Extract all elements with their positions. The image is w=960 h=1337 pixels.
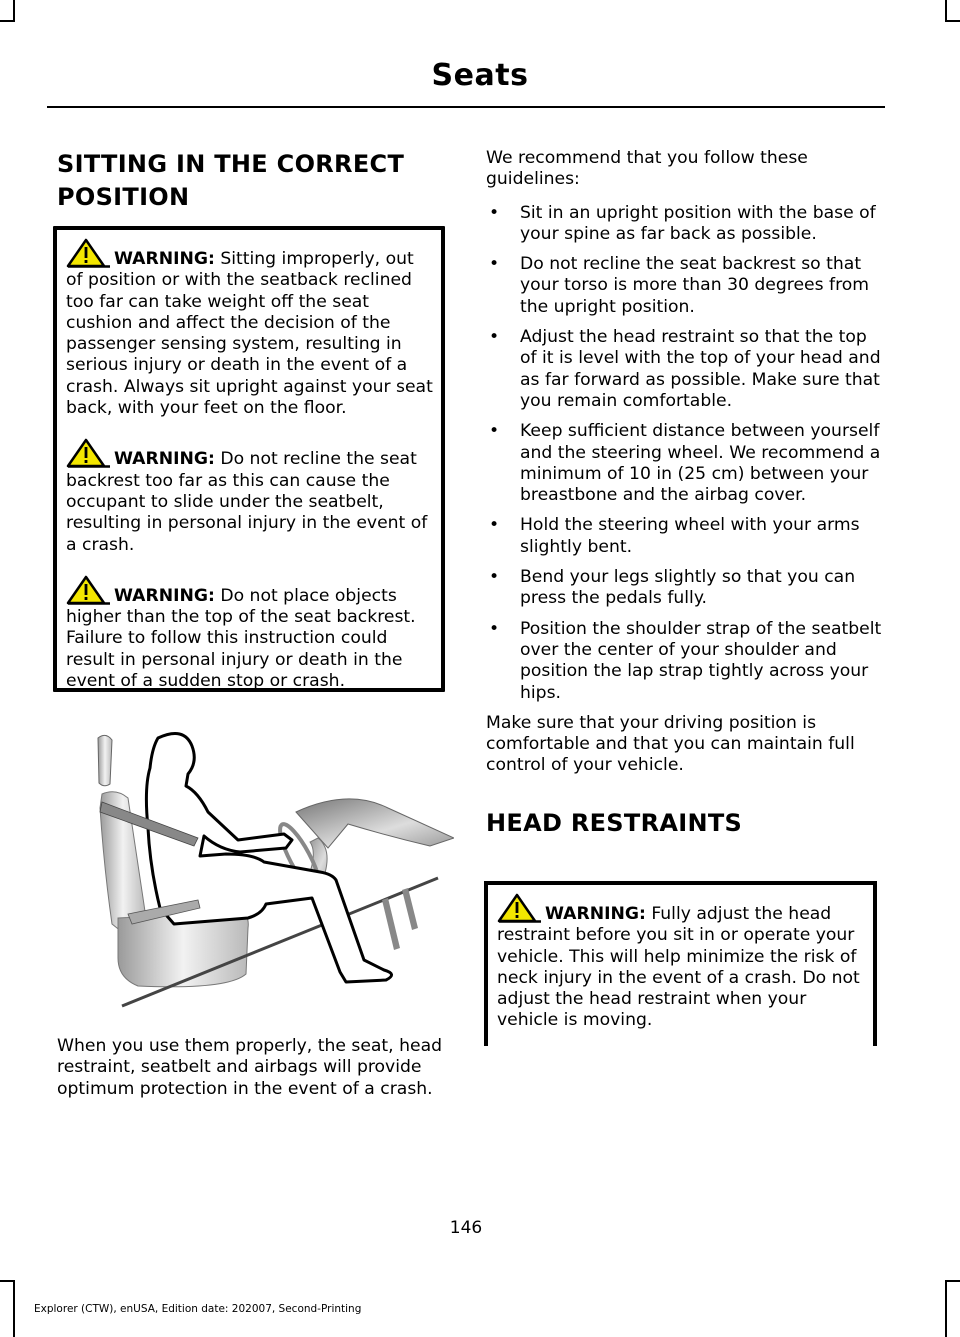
section-heading-sitting: SITTING IN THE CORRECT POSITION xyxy=(57,150,405,211)
section-heading-head-restraints: HEAD RESTRAINTS xyxy=(486,808,743,837)
list-item: • Bend your legs slightly so that you can press the pedals fully. xyxy=(489,567,856,609)
warning-box-right xyxy=(484,881,877,1046)
right-column xyxy=(486,148,882,840)
list-item: • Position the shoulder strap of the seatbelt over the center of your shoulder and position the lap strap tightly across your hips. xyxy=(489,618,882,703)
warning-text: Sitting improperly, out of position or with the seatback reclined too far can take weight off the seat cushion and affect the decision of the passenger sensing system, resulting in serious injury or death in the event of a crash. Always sit upright against your seat back, with your feet on the floor. xyxy=(66,249,433,419)
crop-mark xyxy=(13,0,15,22)
figure-caption: When you use them properly, the seat, head restraint, seatbelt and airbags will provide optimum protection in the event of a crash. xyxy=(57,1036,443,1099)
warning-label: WARNING: xyxy=(545,904,646,924)
crop-mark xyxy=(945,0,947,22)
list-item: • Keep sufficient distance between yourself and the steering wheel. We recommend a minimum of 10 in (25 cm) between your breastbone and the airbag cover. xyxy=(489,421,881,506)
crop-mark xyxy=(0,20,15,22)
crop-mark xyxy=(0,1280,15,1282)
crop-mark xyxy=(945,1280,960,1282)
warning-text: Fully adjust the head restraint before you sit in or operate your vehicle. This will help minimize the risk of neck injury in the event of a crash. Do not adjust the head restraint when your vehicle is moving. xyxy=(497,904,860,1031)
warning-triangle-icon xyxy=(66,238,110,268)
list-item: • Adjust the head restraint so that the top of it is level with the top of your head and as far forward as possible. Make sure that you remain comfortable. xyxy=(489,327,881,411)
page-number: 146 xyxy=(449,1218,483,1238)
crop-mark xyxy=(945,20,960,22)
warning-head-restraint xyxy=(497,893,865,1032)
warning-triangle-icon xyxy=(66,575,110,605)
guidelines-list xyxy=(486,203,882,704)
warning-text: Do not place objects higher than the top of the seat backrest. Failure to follow this instruction could result in personal injury or death in the event of a sudden stop or crash. xyxy=(66,585,416,692)
guidelines-intro: We recommend that you follow these guidelines: xyxy=(486,148,808,190)
warning-label: WARNING: xyxy=(114,249,215,269)
warning-1 xyxy=(66,238,433,419)
headrest-shape xyxy=(98,735,112,785)
page-header-title: Seats xyxy=(431,58,529,93)
caption-block xyxy=(57,1036,447,1100)
list-item: • Sit in an upright position with the base of your spine as far back as possible. xyxy=(489,202,876,244)
list-item: • Do not recline the seat backrest so that your torso is more than 30 degrees from the upright position. xyxy=(489,254,870,317)
warning-triangle-icon xyxy=(497,893,541,923)
crop-mark xyxy=(945,1280,947,1337)
edition-line: Explorer (CTW), enUSA, Edition date: 202007, Second-Printing xyxy=(34,1303,362,1315)
guidelines-outro: Make sure that your driving position is comfortable and that you can maintain full control of your vehicle. xyxy=(486,712,855,776)
warning-triangle-icon xyxy=(66,438,110,468)
warning-box-left xyxy=(53,226,445,692)
warning-2 xyxy=(66,438,433,555)
warning-label: WARNING: xyxy=(114,449,215,470)
warning-3 xyxy=(66,575,433,692)
left-column xyxy=(57,148,447,214)
list-item: • Hold the steering wheel with your arms slightly bent. xyxy=(489,515,860,557)
header-rule xyxy=(47,106,885,108)
warning-text: Do not recline the seat backrest too far as this can cause the occupant to slide under the seatbelt, resulting in personal injury in the event of a crash. xyxy=(66,449,428,555)
warning-label: WARNING: xyxy=(114,585,215,606)
seating-position-illustration xyxy=(88,728,454,1020)
crop-mark xyxy=(13,1280,15,1337)
